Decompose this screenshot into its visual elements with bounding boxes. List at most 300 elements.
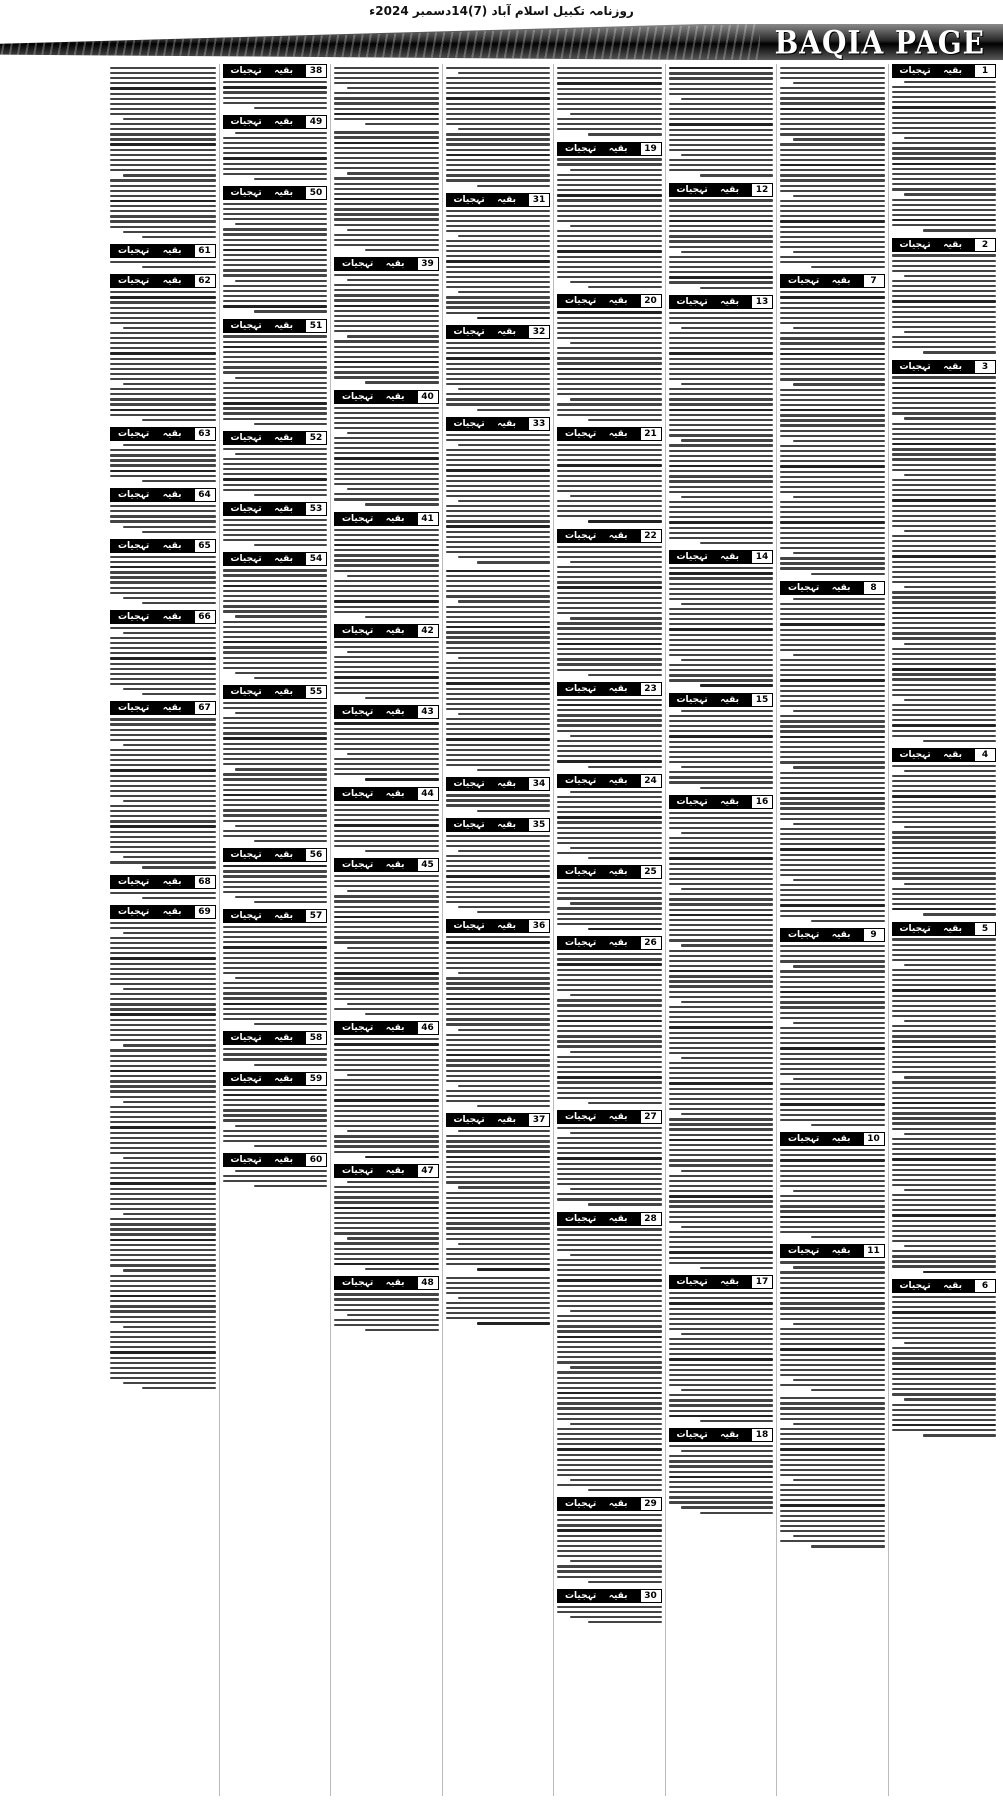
text-line — [334, 676, 439, 679]
text-line — [446, 799, 551, 801]
text-line — [681, 1226, 773, 1228]
text-line — [892, 183, 997, 185]
text-line — [123, 444, 216, 446]
text-line — [780, 634, 885, 636]
text-line — [334, 108, 439, 110]
text-line — [110, 780, 216, 782]
text-line — [669, 756, 774, 758]
text-line — [669, 1072, 774, 1074]
text-line — [681, 383, 773, 385]
text-line — [110, 998, 216, 1000]
text-line — [892, 979, 997, 981]
text-line — [780, 261, 885, 263]
text-line — [669, 352, 774, 355]
text-line — [669, 929, 774, 931]
section-number: 63 — [194, 427, 216, 441]
section-number: 8 — [863, 581, 885, 595]
text-line — [780, 174, 885, 176]
text-line — [669, 1481, 774, 1483]
text-line — [446, 662, 551, 664]
article-continuation — [334, 257, 439, 384]
text-line — [110, 1351, 216, 1354]
text-line — [892, 1322, 997, 1324]
text-line — [334, 611, 439, 613]
text-line — [570, 1616, 662, 1618]
text-line — [669, 975, 774, 977]
text-line — [557, 1168, 662, 1170]
text-lines — [892, 1296, 997, 1437]
text-line — [780, 1520, 885, 1522]
text-line — [780, 772, 885, 774]
section-label: بقیہ — [162, 245, 182, 256]
section-header — [110, 274, 216, 288]
section-header — [557, 427, 662, 441]
section-header — [557, 1497, 662, 1511]
text-line — [110, 1367, 216, 1369]
text-line — [892, 1112, 997, 1114]
text-line — [557, 1325, 662, 1327]
text-line — [892, 214, 997, 216]
section-label: بقیہ — [943, 66, 962, 76]
text-line — [223, 463, 328, 465]
text-line — [780, 378, 885, 380]
section-header — [557, 774, 662, 788]
text-line — [780, 685, 885, 687]
text-line — [446, 77, 551, 79]
text-line — [557, 322, 662, 324]
text-line — [892, 1025, 997, 1027]
text-line — [110, 592, 216, 594]
text-line — [446, 225, 551, 227]
text-line — [892, 1265, 997, 1267]
text-line — [892, 617, 997, 619]
section-number: 4 — [974, 748, 996, 762]
text-line — [892, 576, 997, 578]
text-line — [110, 1167, 216, 1169]
text-line — [334, 840, 439, 842]
text-line — [110, 200, 216, 203]
text-line — [254, 677, 327, 679]
text-line — [780, 527, 885, 529]
section-label: بقیہ — [274, 1155, 293, 1166]
text-line — [446, 357, 551, 360]
text-line — [780, 332, 885, 334]
column — [442, 64, 554, 1796]
text-line — [557, 1269, 662, 1271]
text-line — [892, 1122, 997, 1124]
section-number: 61 — [194, 244, 216, 258]
text-line — [334, 819, 439, 821]
text-line — [780, 542, 885, 544]
article-continuation — [446, 325, 551, 411]
text-line — [557, 638, 662, 640]
text-line — [780, 1068, 885, 1070]
text-line — [334, 962, 439, 964]
section-header — [334, 624, 439, 638]
text-line — [446, 611, 551, 613]
text-line — [446, 1202, 551, 1204]
text-line — [334, 244, 439, 246]
text-line — [557, 383, 662, 385]
text-line — [892, 1429, 997, 1431]
text-line — [223, 539, 328, 541]
text-line — [223, 794, 328, 797]
text-lines — [446, 342, 551, 411]
section-label: بقیہ — [608, 1590, 628, 1601]
text-line — [669, 1471, 774, 1473]
text-line — [557, 317, 662, 319]
text-line — [892, 1107, 997, 1109]
text-line — [780, 807, 885, 809]
text-line — [557, 1371, 662, 1373]
text-lines — [780, 67, 885, 268]
section-header — [446, 777, 551, 791]
text-line — [780, 1369, 885, 1371]
text-line — [892, 612, 997, 615]
text-line — [669, 1318, 774, 1320]
text-line — [892, 944, 997, 946]
section-number: 42 — [417, 624, 439, 638]
text-line — [223, 458, 328, 460]
section-number: 7 — [863, 274, 885, 288]
text-line — [446, 67, 551, 69]
text-line — [780, 1159, 885, 1162]
text-line — [557, 1300, 662, 1302]
text-line — [334, 102, 439, 104]
section-header — [223, 552, 328, 566]
article-continuation — [446, 1113, 551, 1270]
text-line — [235, 896, 327, 898]
text-line — [793, 879, 885, 881]
text-line — [110, 373, 216, 375]
text-lines — [223, 203, 328, 313]
section-header — [223, 502, 328, 516]
text-line — [446, 682, 551, 685]
text-line — [446, 378, 551, 380]
text-line — [904, 530, 996, 532]
text-line — [110, 1060, 216, 1062]
text-line — [669, 1445, 774, 1447]
text-line — [110, 1208, 216, 1210]
text-line — [892, 1214, 997, 1217]
text-line — [793, 138, 885, 140]
text-line — [110, 470, 216, 473]
text-line — [669, 403, 774, 405]
section-number: 1 — [974, 64, 996, 78]
text-lines — [223, 519, 328, 547]
text-line — [110, 1008, 216, 1010]
text-line — [780, 970, 885, 972]
text-line — [123, 856, 216, 858]
text-line — [669, 1292, 774, 1294]
text-line — [557, 989, 662, 991]
article-continuation — [223, 685, 328, 842]
text-line — [793, 1266, 885, 1268]
section-header — [223, 64, 328, 78]
text-line — [334, 371, 439, 373]
section-number: 37 — [528, 1113, 550, 1127]
text-line — [892, 581, 997, 583]
section-label-secondary: تہجیات — [342, 1023, 374, 1034]
text-line — [334, 1298, 439, 1300]
text-line — [334, 988, 439, 990]
text-line — [570, 281, 662, 283]
text-line — [557, 1565, 662, 1567]
text-line — [110, 368, 216, 370]
text-line — [223, 732, 328, 734]
text-lines — [669, 67, 774, 177]
text-line — [669, 1496, 774, 1498]
text-line — [446, 541, 551, 543]
text-lines — [223, 926, 328, 1025]
text-line — [892, 571, 997, 573]
text-line — [557, 1336, 662, 1339]
text-line — [669, 144, 774, 146]
text-line — [446, 738, 551, 741]
text-line — [780, 455, 885, 457]
section-number: 31 — [528, 193, 550, 207]
text-line — [110, 459, 216, 461]
text-line — [223, 773, 328, 775]
text-line — [334, 417, 439, 419]
text-line — [557, 388, 662, 390]
text-line — [446, 393, 551, 395]
text-line — [780, 200, 885, 202]
text-line — [557, 235, 662, 237]
text-line — [793, 251, 885, 253]
text-line — [669, 842, 774, 844]
article-continuation — [223, 1031, 328, 1065]
text-lines — [557, 546, 662, 676]
text-line — [669, 1246, 774, 1248]
text-line — [123, 526, 216, 528]
text-line — [446, 1248, 551, 1250]
article-continuation — [223, 431, 328, 496]
article-continuation — [892, 1279, 997, 1436]
text-line — [446, 281, 551, 283]
text-line — [110, 1300, 216, 1302]
text-line — [557, 1382, 662, 1384]
text-lines — [669, 199, 774, 288]
text-line — [669, 475, 774, 477]
article-continuation — [669, 795, 774, 1269]
text-line — [334, 656, 439, 658]
text-line — [892, 867, 997, 869]
text-line — [669, 1491, 774, 1493]
text-line — [347, 1237, 439, 1239]
text-line — [669, 1364, 774, 1366]
text-line — [334, 880, 439, 882]
text-line — [681, 603, 773, 605]
text-line — [446, 1034, 551, 1036]
text-lines — [780, 1397, 885, 1547]
text-line — [669, 1369, 774, 1371]
text-line — [347, 279, 439, 281]
text-line — [110, 220, 216, 222]
text-line — [570, 561, 662, 563]
text-line — [557, 1433, 662, 1435]
text-lines — [780, 945, 885, 1126]
text-line — [446, 505, 551, 507]
text-line — [669, 1123, 774, 1125]
text-line — [557, 179, 662, 181]
text-line — [892, 306, 997, 308]
text-line — [892, 479, 997, 481]
section-number: 33 — [528, 417, 550, 431]
text-line — [780, 389, 885, 391]
text-line — [780, 813, 885, 815]
text-line — [669, 465, 774, 468]
text-line — [223, 254, 328, 256]
text-line — [334, 1207, 439, 1210]
article-continuation — [334, 1164, 439, 1270]
article-continuation — [110, 539, 216, 604]
text-line — [334, 1079, 439, 1081]
text-line — [780, 730, 885, 732]
text-line — [446, 1192, 551, 1194]
text-line — [892, 566, 997, 568]
section-header — [223, 1153, 328, 1167]
text-line — [557, 373, 662, 375]
text-line — [110, 337, 216, 339]
text-line — [780, 1226, 885, 1228]
section-number: 45 — [417, 858, 439, 872]
text-line — [892, 836, 997, 838]
text-line — [223, 992, 328, 994]
text-line — [780, 859, 885, 861]
article-continuation — [110, 610, 216, 696]
section-header — [669, 1428, 774, 1442]
section-label: بقیہ — [497, 921, 516, 932]
text-line — [110, 98, 216, 100]
text-line — [223, 809, 328, 811]
text-line — [446, 967, 551, 969]
text-line — [557, 653, 662, 655]
section-label-secondary: تہجیات — [230, 1073, 262, 1084]
text-line — [223, 1135, 328, 1137]
text-line — [334, 722, 439, 725]
section-number: 48 — [417, 1276, 439, 1290]
text-line — [557, 1004, 662, 1006]
text-line — [892, 86, 997, 88]
text-line — [780, 1109, 885, 1111]
text-line — [347, 947, 439, 949]
text-line — [446, 621, 551, 623]
article-continuation — [223, 1153, 328, 1187]
text-line — [223, 86, 328, 89]
text-line — [557, 1025, 662, 1027]
text-line — [446, 698, 551, 700]
text-line — [334, 351, 439, 353]
text-line — [223, 936, 328, 938]
text-line — [780, 128, 885, 130]
text-line — [110, 388, 216, 390]
article-continuation — [892, 360, 997, 742]
text-line — [557, 1555, 662, 1557]
text-line — [446, 896, 551, 898]
text-line — [557, 88, 662, 90]
text-line — [446, 1145, 551, 1147]
text-line — [892, 903, 997, 905]
text-line — [223, 875, 328, 877]
text-line — [780, 843, 885, 845]
text-line — [557, 510, 662, 512]
text-line — [669, 1211, 774, 1213]
text-line — [123, 988, 216, 990]
text-line — [669, 567, 774, 569]
section-header — [223, 909, 328, 923]
text-line — [223, 102, 328, 104]
text-line — [110, 215, 216, 217]
text-line — [669, 409, 774, 412]
text-line — [570, 495, 662, 497]
text-line — [557, 1142, 662, 1144]
section-header — [780, 928, 885, 942]
text-line — [780, 179, 885, 181]
text-line — [669, 588, 774, 590]
text-line — [780, 133, 885, 135]
text-line — [223, 387, 328, 389]
text-line — [892, 1383, 997, 1385]
article-continuation — [223, 319, 328, 425]
text-line — [780, 72, 885, 74]
text-line — [223, 574, 328, 576]
text-line — [334, 294, 439, 296]
text-line — [892, 806, 997, 808]
text-line — [557, 612, 662, 614]
text-line — [669, 199, 774, 201]
text-lines — [110, 922, 216, 1390]
text-line — [557, 750, 662, 752]
text-line — [446, 1253, 551, 1255]
text-line — [892, 469, 997, 471]
article-continuation — [223, 848, 328, 903]
text-line — [446, 1222, 551, 1224]
text-line — [254, 1145, 327, 1147]
text-line — [334, 936, 439, 938]
text-line — [780, 164, 885, 167]
text-line — [365, 1156, 438, 1159]
text-line — [142, 236, 216, 238]
section-number: 17 — [751, 1275, 773, 1289]
text-line — [780, 669, 885, 671]
text-line — [780, 368, 885, 370]
text-line — [923, 229, 996, 231]
section-label-secondary: تہجیات — [118, 276, 150, 287]
text-line — [780, 532, 885, 534]
text-line — [557, 1020, 662, 1023]
text-line — [110, 734, 216, 736]
text-line — [110, 1055, 216, 1057]
text-line — [892, 1066, 997, 1068]
text-lines — [334, 67, 439, 125]
text-line — [557, 974, 662, 976]
text-line — [669, 1501, 774, 1503]
text-line — [669, 1011, 774, 1013]
text-line — [557, 999, 662, 1001]
text-line — [334, 330, 439, 332]
text-line — [223, 264, 328, 266]
section-label: بقیہ — [162, 429, 182, 440]
text-line — [110, 1228, 216, 1230]
section-label-secondary: تہجیات — [342, 259, 374, 270]
text-line — [681, 1450, 773, 1452]
text-line — [669, 1399, 774, 1401]
text-line — [780, 435, 885, 437]
section-header — [334, 512, 439, 526]
text-line — [557, 745, 662, 747]
text-line — [669, 1026, 774, 1029]
